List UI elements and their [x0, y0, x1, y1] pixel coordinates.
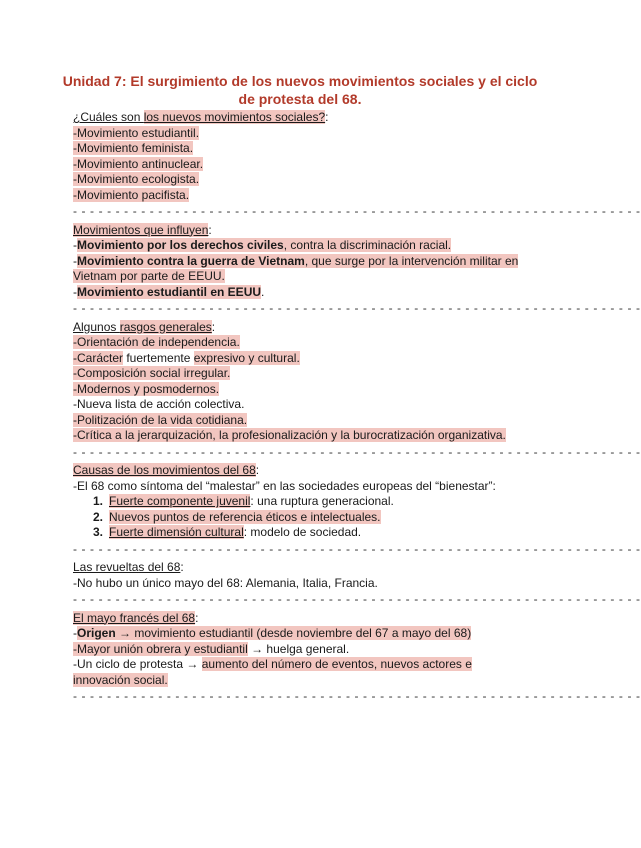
item-text: Nuevos puntos de referencia éticos e intelectuales. — [109, 509, 381, 524]
bold-term: Origen — [77, 626, 116, 640]
heading-text: Causas de los movimientos del 68 — [73, 463, 256, 477]
dash: - — [73, 253, 77, 268]
list-item — [73, 626, 533, 642]
list-item — [73, 285, 533, 301]
item-text: fuertemente — [123, 350, 194, 365]
list-item — [73, 351, 533, 367]
item-underlined: Fuerte componente juvenil — [109, 494, 251, 508]
bold-term: Movimiento estudiantil en EEUU — [77, 284, 262, 299]
heading-colon: : — [211, 319, 216, 334]
numbered-item — [73, 494, 533, 510]
item-text: , que surge por la intervención militar en — [304, 253, 519, 268]
intro-text: -El 68 como síntoma del “malestar” en las sociedades europeas del “bienestar”: — [73, 478, 496, 493]
list-item: -Composición social irregular. — [73, 366, 231, 380]
list-item — [73, 238, 533, 254]
dash: - — [73, 284, 77, 299]
heading-colon: : — [195, 610, 199, 625]
dashed-separator: - - - - - - - - - - - - - - - - - - - - - - - - - - - - - - - - - - - - - - - - - - - - - - - - - - - - - - - - - - - - - - - - - - - — [73, 592, 641, 606]
section-heading — [73, 463, 533, 479]
item-continuation: innovación social. — [73, 672, 168, 687]
numbered-item — [73, 525, 533, 541]
list-item — [73, 642, 533, 658]
heading-highlight: rasgos generales — [119, 319, 212, 334]
heading-prefix: Algunos — [73, 319, 120, 334]
bold-term: Movimiento por los derechos civiles — [77, 238, 284, 252]
dashed-separator: - - - - - - - - - - - - - - - - - - - - - - - - - - - - - - - - - - - - - - - - - - - - - - - - - - - - - - - - - - - - - - - - - - - — [73, 204, 641, 218]
question-colon: : — [325, 110, 329, 124]
item-highlight: aumento del número de eventos, nuevos actores e — [201, 657, 472, 671]
list-item — [73, 254, 533, 270]
question-prefix: ¿Cuáles son — [73, 110, 144, 124]
list-item: -Movimiento ecologista. — [73, 172, 200, 186]
item-continuation: Vietnam por parte de EEUU. — [73, 269, 225, 283]
list-item: -Orientación de independencia. — [73, 335, 240, 349]
list-item: -Movimiento feminista. — [73, 141, 194, 155]
dash: - — [73, 238, 77, 252]
heading-text: Las revueltas del 68 — [73, 560, 181, 574]
item-text: -Carácter — [73, 350, 124, 365]
document-body — [73, 110, 641, 708]
list-item: -Movimiento estudiantil. — [73, 125, 200, 140]
numbered-item — [73, 510, 533, 526]
heading-colon: : — [255, 463, 260, 477]
item-underlined: Fuerte dimensión cultural — [109, 525, 244, 539]
list-item: -Modernos y posmodernos. — [73, 381, 220, 396]
item-text: → huelga general. — [247, 641, 350, 656]
list-item: -No hubo un único mayo del 68: Alemania, Italia, Francia. — [73, 575, 378, 590]
dash: - — [73, 626, 77, 640]
list-item: -Movimiento pacifista. — [73, 187, 190, 202]
list-item: -Movimiento antinuclear. — [73, 156, 204, 171]
heading-text: El mayo francés del 68 — [73, 610, 196, 625]
section-heading — [73, 320, 533, 336]
question-highlight: los nuevos movimientos sociales? — [143, 110, 326, 124]
section-heading — [73, 223, 533, 239]
item-text: -Un ciclo de protesta → — [73, 657, 202, 671]
item-text: : una ruptura generacional. — [250, 494, 394, 508]
dashed-separator: - - - - - - - - - - - - - - - - - - - - - - - - - - - - - - - - - - - - - - - - - - - - - - - - - - - - - - - - - - - - - - - - - - - — [73, 541, 641, 556]
item-text: expresivo y cultural. — [193, 350, 300, 365]
item-highlight: -Mayor unión obrera y estudiantil — [73, 641, 248, 656]
page-title: Unidad 7: El surgimiento de los nuevos movimientos sociales y el ciclo de protesta del 68. — [62, 73, 538, 107]
dashed-separator: - - - - - - - - - - - - - - - - - - - - - - - - - - - - - - - - - - - - - - - - - - - - - - - - - - - - - - - - - - - - - - - - - - - — [73, 301, 641, 315]
heading-text: Movimientos que influyen — [73, 222, 209, 237]
list-item: -Politización de la vida cotidiana. — [73, 412, 248, 427]
dashed-separator: - - - - - - - - - - - - - - - - - - - - - - - - - - - - - - - - - - - - - - - - - - - - - - - - - - - - - - - - - - - - - - - - - - - — [73, 689, 641, 703]
item-text: : modelo de sociedad. — [243, 525, 362, 539]
item-text: → movimiento estudiantil (desde noviembre del 67 a mayo del 68) — [115, 626, 472, 640]
question-line — [73, 110, 533, 126]
heading-colon: : — [208, 222, 212, 237]
dashed-separator: - - - - - - - - - - - - - - - - - - - - - - - - - - - - - - - - - - - - - - - - - - - - - - - - - - - - - - - - - - - - - - - - - - - — [73, 444, 641, 459]
bold-term: Movimiento contra la guerra de Vietnam — [77, 253, 305, 268]
item-number: 2. — [92, 509, 103, 524]
item-number: 1. — [92, 494, 103, 508]
item-number: 3. — [92, 525, 103, 539]
item-text: , contra la discriminación racial. — [283, 238, 452, 252]
item-text: . — [261, 284, 265, 299]
list-item: -Crítica a la jerarquización, la profesionalización y la burocratización organizativa. — [73, 428, 506, 442]
section-heading — [73, 611, 533, 627]
list-item: -Nueva lista de acción colectiva. — [73, 397, 245, 411]
section-heading — [73, 560, 533, 576]
list-item — [73, 657, 533, 673]
heading-colon: : — [180, 560, 184, 574]
